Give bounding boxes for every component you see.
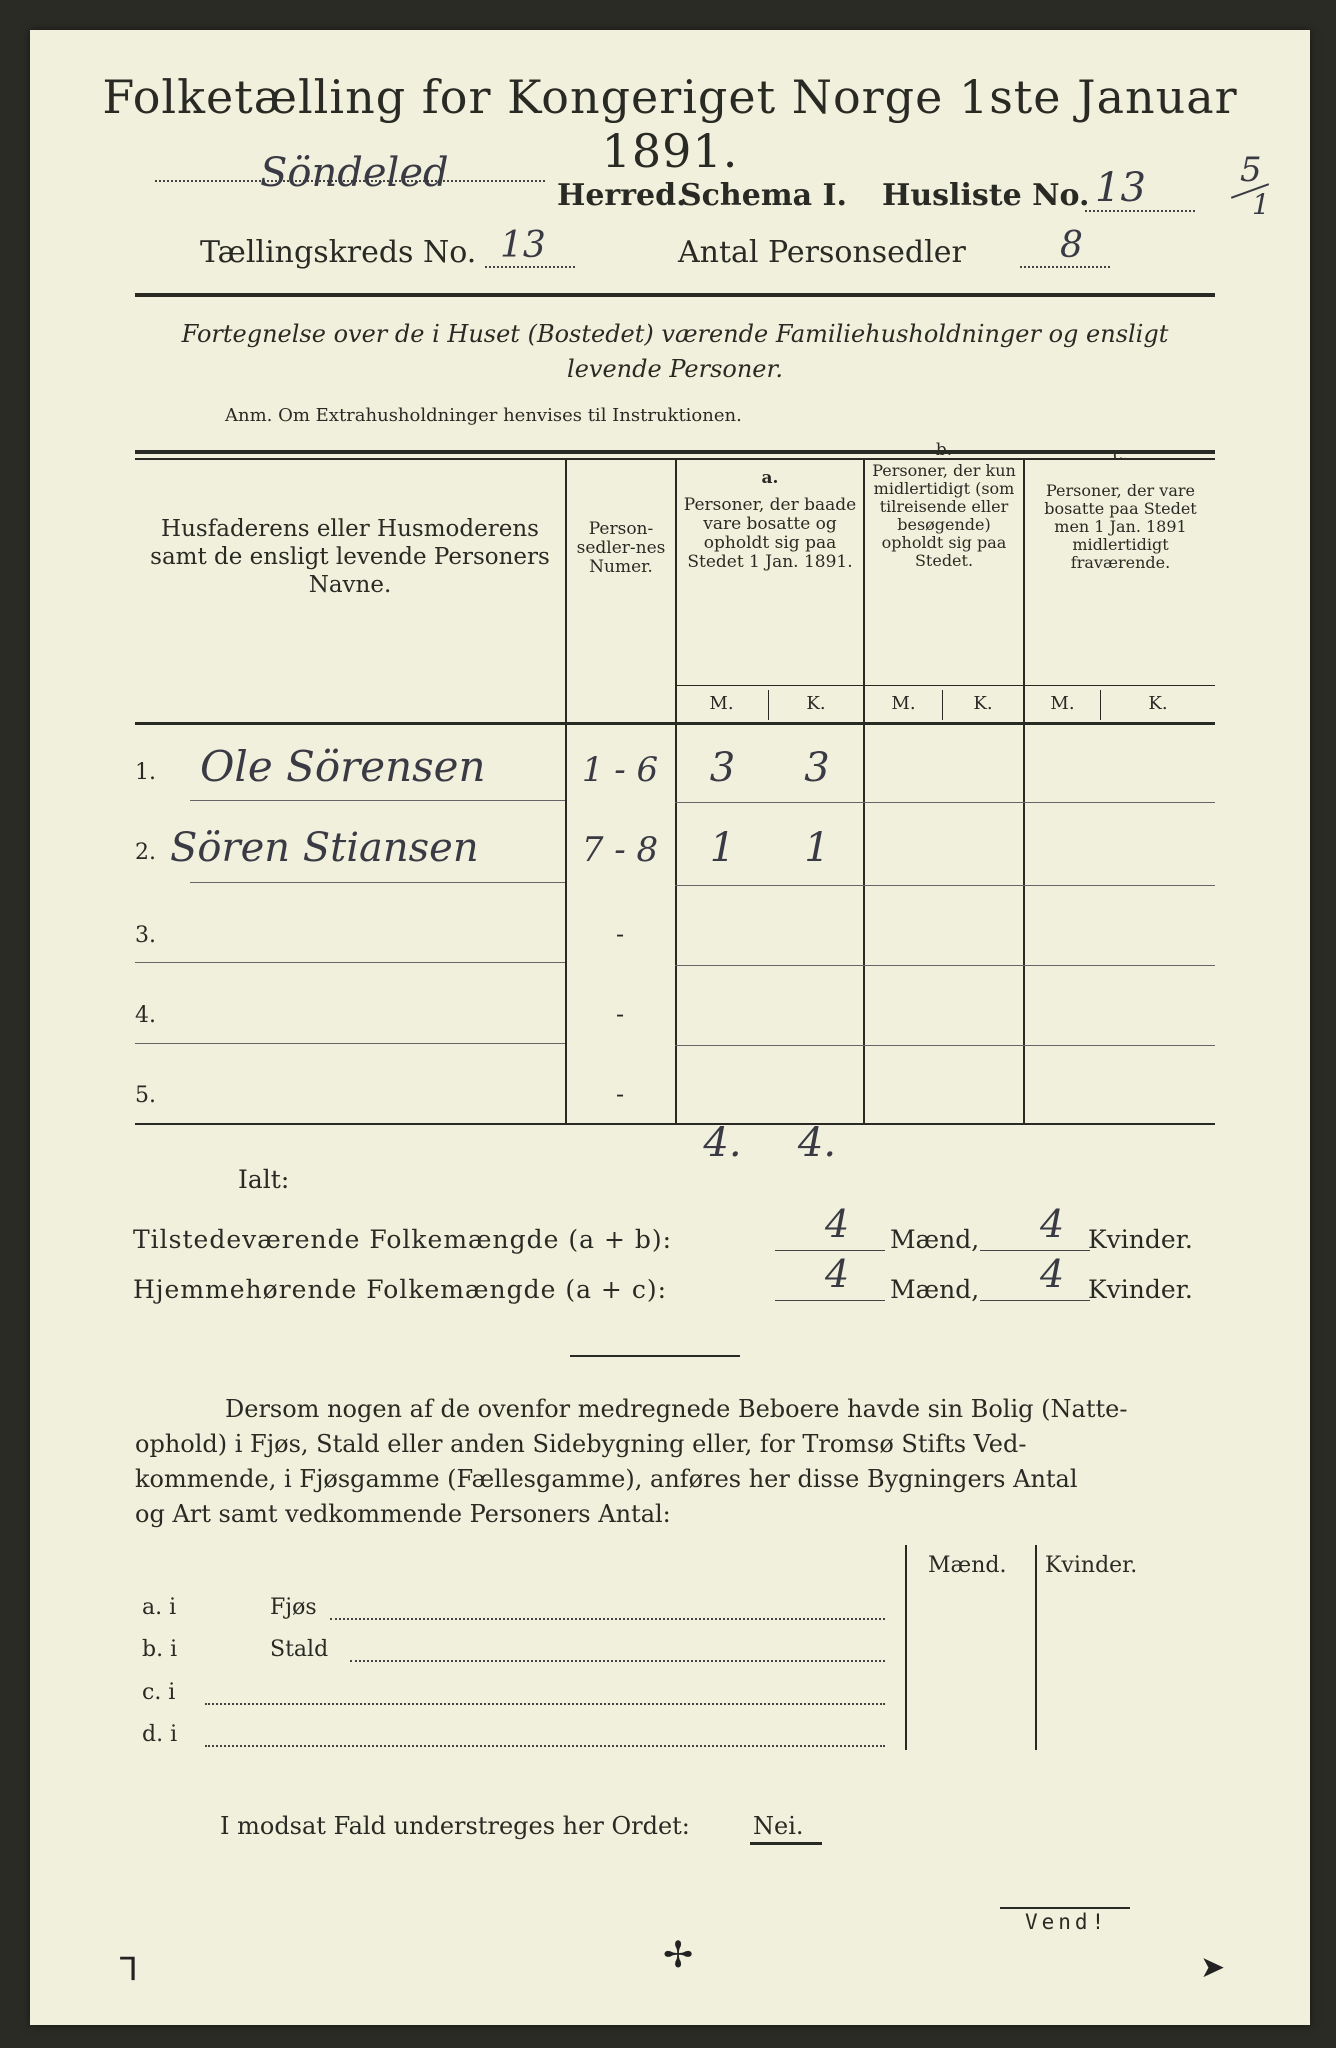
tilstede-label: Tilstedeværende Folkemængde (a + b): — [133, 1225, 673, 1254]
col-c-header: Personer, der vare bosatte paa Stedet men 1 Jan. 1891 midlertidigt fraværende. — [1044, 481, 1197, 572]
row-a-m: 3 — [709, 745, 736, 791]
hjemme-m: 4 — [825, 1252, 850, 1296]
hjemme-maend-label: Mænd, — [890, 1275, 980, 1304]
c-k-label: K. — [1148, 693, 1168, 714]
buildings-kvinder-head: Kvinder. — [1045, 1553, 1138, 1578]
buildings-para-2: ophold) i Fjøs, Stald eller anden Sidebygning eller, for Tromsø Stifts Ved- — [135, 1430, 1027, 1458]
building-item-letter: b. i — [142, 1637, 178, 1662]
col-b-letter: b. — [935, 440, 953, 460]
row-sedler: - — [615, 1000, 625, 1028]
a-m-label: M. — [709, 693, 734, 714]
a-k-label: K. — [806, 693, 826, 714]
building-item-letter: d. i — [142, 1722, 178, 1747]
row-number: 3. — [135, 923, 156, 948]
b-m-label: M. — [891, 693, 916, 714]
tilstede-k: 4 — [1040, 1202, 1065, 1246]
hjemme-k: 4 — [1040, 1252, 1065, 1296]
row-a-k: 3 — [804, 745, 830, 791]
buildings-para-1: Dersom nogen af de ovenfor medregnede Beboere havde sin Bolig (Natte- — [225, 1395, 1128, 1423]
col-c-letter: c. — [1113, 445, 1128, 465]
hjemme-label: Hjemmehørende Folkemængde (a + c): — [133, 1275, 667, 1304]
tilstede-kvinder-label: Kvinder. — [1088, 1225, 1193, 1254]
row-name: Sören Stiansen — [170, 825, 479, 871]
punch-mark-center: ✢ — [663, 1935, 694, 1976]
antal-label: Antal Personsedler — [678, 235, 966, 270]
form-title: Folketælling for Kongeriget Norge 1ste Januar 1891. — [102, 70, 1238, 178]
col-a-header: Personer, der baade vare bosatte og opholdt sig paa Stedet 1 Jan. 1891. — [683, 495, 857, 572]
ialt-m: 4. — [703, 1120, 742, 1166]
ialt-k: 4. — [797, 1120, 837, 1166]
tilstede-m: 4 — [825, 1202, 850, 1246]
hjemme-kvinder-label: Kvinder. — [1088, 1275, 1193, 1304]
nei-word: Nei. — [753, 1812, 804, 1840]
punch-mark-left: ⅂ — [120, 1950, 138, 1988]
row-name: Ole Sörensen — [200, 742, 486, 791]
herred-value: Söndeled — [260, 150, 449, 196]
building-item-letter: a. i — [142, 1595, 177, 1620]
schema-label: Schema I. — [680, 178, 847, 213]
row-a-m: 1 — [709, 825, 736, 871]
building-item-letter: c. i — [142, 1680, 176, 1705]
census-form-page — [30, 30, 1310, 2025]
col-num-header: Person-sedler-nes Numer. — [576, 519, 666, 577]
row-sedler: - — [615, 920, 625, 948]
punch-mark-right: ➤ — [1200, 1950, 1226, 1985]
row-sedler: - — [615, 1080, 625, 1108]
ialt-label: Ialt: — [238, 1165, 290, 1194]
kreds-label: Tællingskreds No. — [200, 235, 477, 270]
row-number: 2. — [135, 840, 156, 865]
row-sedler: 1 - 6 — [581, 750, 659, 790]
buildings-para-3: kommende, i Fjøsgamme (Fællesgamme), anføres her disse Bygningers Antal — [135, 1465, 1078, 1493]
corner-fraction-bottom: 1 — [1252, 188, 1270, 221]
col-b-header: Personer, der kun midlertidigt (som tilreisende eller besøgende) opholdt sig paa Stedet. — [872, 461, 1016, 570]
husliste-label: Husliste No. — [882, 178, 1090, 213]
buildings-maend-head: Mænd. — [928, 1553, 1007, 1578]
intro-line-2: levende Personer. — [567, 355, 783, 383]
corner-fraction-top: 5 — [1240, 150, 1262, 190]
kreds-value: 13 — [500, 225, 546, 266]
row-number: 5. — [135, 1083, 156, 1108]
row-number: 4. — [135, 1003, 156, 1028]
anm-note: Anm. Om Extrahusholdninger henvises til Instruktionen. — [225, 405, 742, 426]
building-item-label: Stald — [270, 1637, 329, 1662]
row-a-k: 1 — [804, 825, 830, 871]
tilstede-maend-label: Mænd, — [890, 1225, 980, 1254]
row-number: 1. — [135, 760, 156, 785]
vend-label: Vend! — [1025, 1910, 1109, 1934]
buildings-para-4: og Art samt vedkommende Personers Antal: — [135, 1500, 671, 1528]
antal-value: 8 — [1060, 225, 1083, 266]
intro-line-1: Fortegnelse over de i Huset (Bostedet) værende Familiehusholdninger og ensligt — [181, 320, 1169, 348]
c-m-label: M. — [1050, 693, 1075, 714]
husliste-value: 13 — [1095, 165, 1146, 211]
col-names-header: Husfaderens eller Husmoderens samt de ensligt levende Personers Navne. — [150, 516, 550, 598]
col-a-letter: a. — [761, 468, 779, 488]
b-k-label: K. — [973, 693, 993, 714]
herred-label: Herred. — [557, 178, 687, 213]
row-sedler: 7 - 8 — [581, 830, 659, 870]
building-item-label: Fjøs — [270, 1595, 317, 1620]
modsat-text: I modsat Fald understreges her Ordet: — [220, 1812, 690, 1840]
